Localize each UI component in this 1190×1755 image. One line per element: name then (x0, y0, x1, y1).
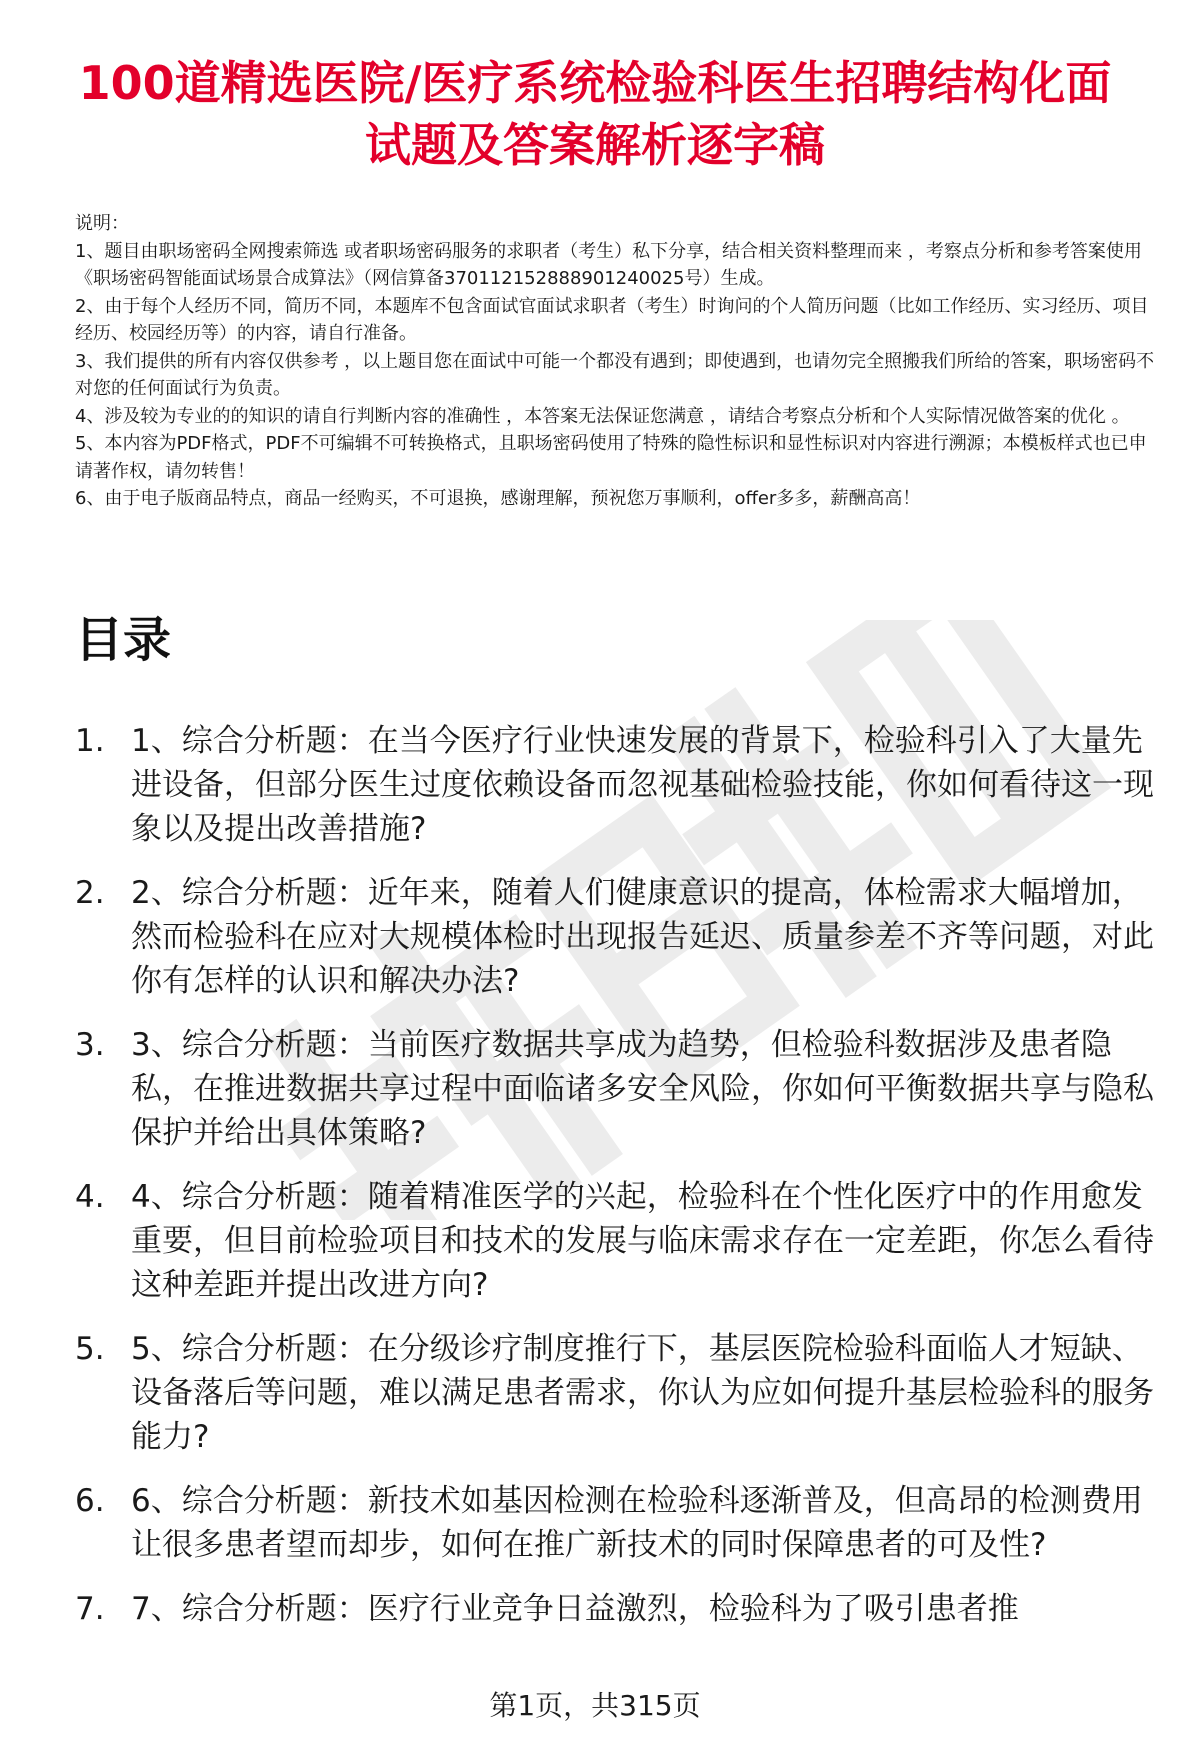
toc-item-link[interactable]: 7、综合分析题：医疗行业竞争日益激烈，检验科为了吸引患者推 (131, 1591, 1019, 1627)
note-item: 5、本内容为PDF格式，PDF不可编辑不可转换格式，且职场密码使用了特殊的隐性标识和显性标识对内容进行溯源；本模板样式也已申请著作权，请勿转售！ (75, 433, 1147, 482)
note-item: 3、我们提供的所有内容仅供参考 ，以上题目您在面试中可能一个都没有遇到；即使遇到，也请勿完全照搬我们所给的答案，职场密码不对您的任何面试行为负责。 (75, 350, 1155, 399)
toc-item[interactable] (75, 1587, 1170, 1631)
toc-item-number: 6. (75, 1483, 105, 1519)
toc-item-link[interactable]: 5、综合分析题：在分级诊疗制度推行下，基层医院检验科面临人才短缺、设备落后等问题，难以满足患者需求，你认为应如何提升基层检验科的服务能力? (131, 1331, 1154, 1455)
toc-item-number: 5. (75, 1331, 105, 1367)
toc-item[interactable] (75, 719, 1170, 851)
page-footer: 第1页，共315页 (489, 1689, 701, 1722)
note-item: 6、由于电子版商品特点，商品一经购买，不可退换，感谢理解，预祝您万事顺利，offer多多，薪酬高高！ (75, 488, 921, 509)
toc-item-link[interactable]: 1、综合分析题：在当今医疗行业快速发展的背景下，检验科引入了大量先进设备，但部分医生过度依赖设备而忽视基础检验技能，你如何看待这一现象以及提出改善措施? (131, 723, 1154, 847)
toc-item-number: 3. (75, 1027, 105, 1063)
toc-item-link[interactable]: 4、综合分析题：随着精准医学的兴起，检验科在个性化医疗中的作用愈发重要，但目前检验项目和技术的发展与临床需求存在一定差距，你怎么看待这种差距并提出改进方向? (131, 1179, 1154, 1303)
table-of-contents (75, 719, 1170, 1651)
toc-item-number: 2. (75, 875, 105, 911)
toc-item[interactable] (75, 1479, 1170, 1567)
note-item: 4、涉及较为专业的的知识的请自行判断内容的准确性 ，本答案无法保证您满意 ，请结合考察点分析和个人实际情况做答案的优化 。 (75, 405, 1130, 427)
notes-heading: 说明： (75, 213, 129, 234)
toc-item[interactable] (75, 1175, 1170, 1307)
toc-item-link[interactable]: 2、综合分析题：近年来，随着人们健康意识的提高，体检需求大幅增加，然而检验科在应对大规模体检时出现报告延迟、质量参差不齐等问题，对此你有怎样的认识和解决办法? (131, 875, 1154, 999)
disclaimer-notes (75, 210, 1160, 513)
toc-heading: 目录 (75, 612, 172, 668)
toc-item-link[interactable]: 6、综合分析题：新技术如基因检测在检验科逐渐普及，但高昂的检测费用让很多患者望而却步，如何在推广新技术的同时保障患者的可及性? (131, 1483, 1143, 1563)
toc-item-link[interactable]: 3、综合分析题：当前医疗数据共享成为趋势，但检验科数据涉及患者隐私，在推进数据共享过程中面临诸多安全风险，你如何平衡数据共享与隐私保护并给出具体策略? (131, 1027, 1154, 1151)
page-title: 100道精选医院/医疗系统检验科医生招聘结构化面试题及答案解析逐字稿 (78, 56, 1112, 172)
toc-item-number: 7. (75, 1591, 105, 1627)
toc-item[interactable] (75, 871, 1170, 1003)
toc-item[interactable] (75, 1023, 1170, 1155)
toc-item[interactable] (75, 1327, 1170, 1459)
toc-item-number: 4. (75, 1179, 105, 1215)
note-item: 2、由于每个人经历不同，简历不同，本题库不包含面试官面试求职者（考生）时询问的个人简历问题（比如工作经历、实习经历、项目经历、校园经历等）的内容，请自行准备。 (75, 295, 1149, 344)
note-item: 1、题目由职场密码全网搜索筛选 或者职场密码服务的求职者（考生）私下分享，结合相关资料整理而来 ，考察点分析和参考答案使用《职场密码智能面试场景合成算法》（网信算备370112152888901240025号）生成。 (75, 240, 1142, 289)
toc-item-number: 1. (75, 723, 105, 759)
